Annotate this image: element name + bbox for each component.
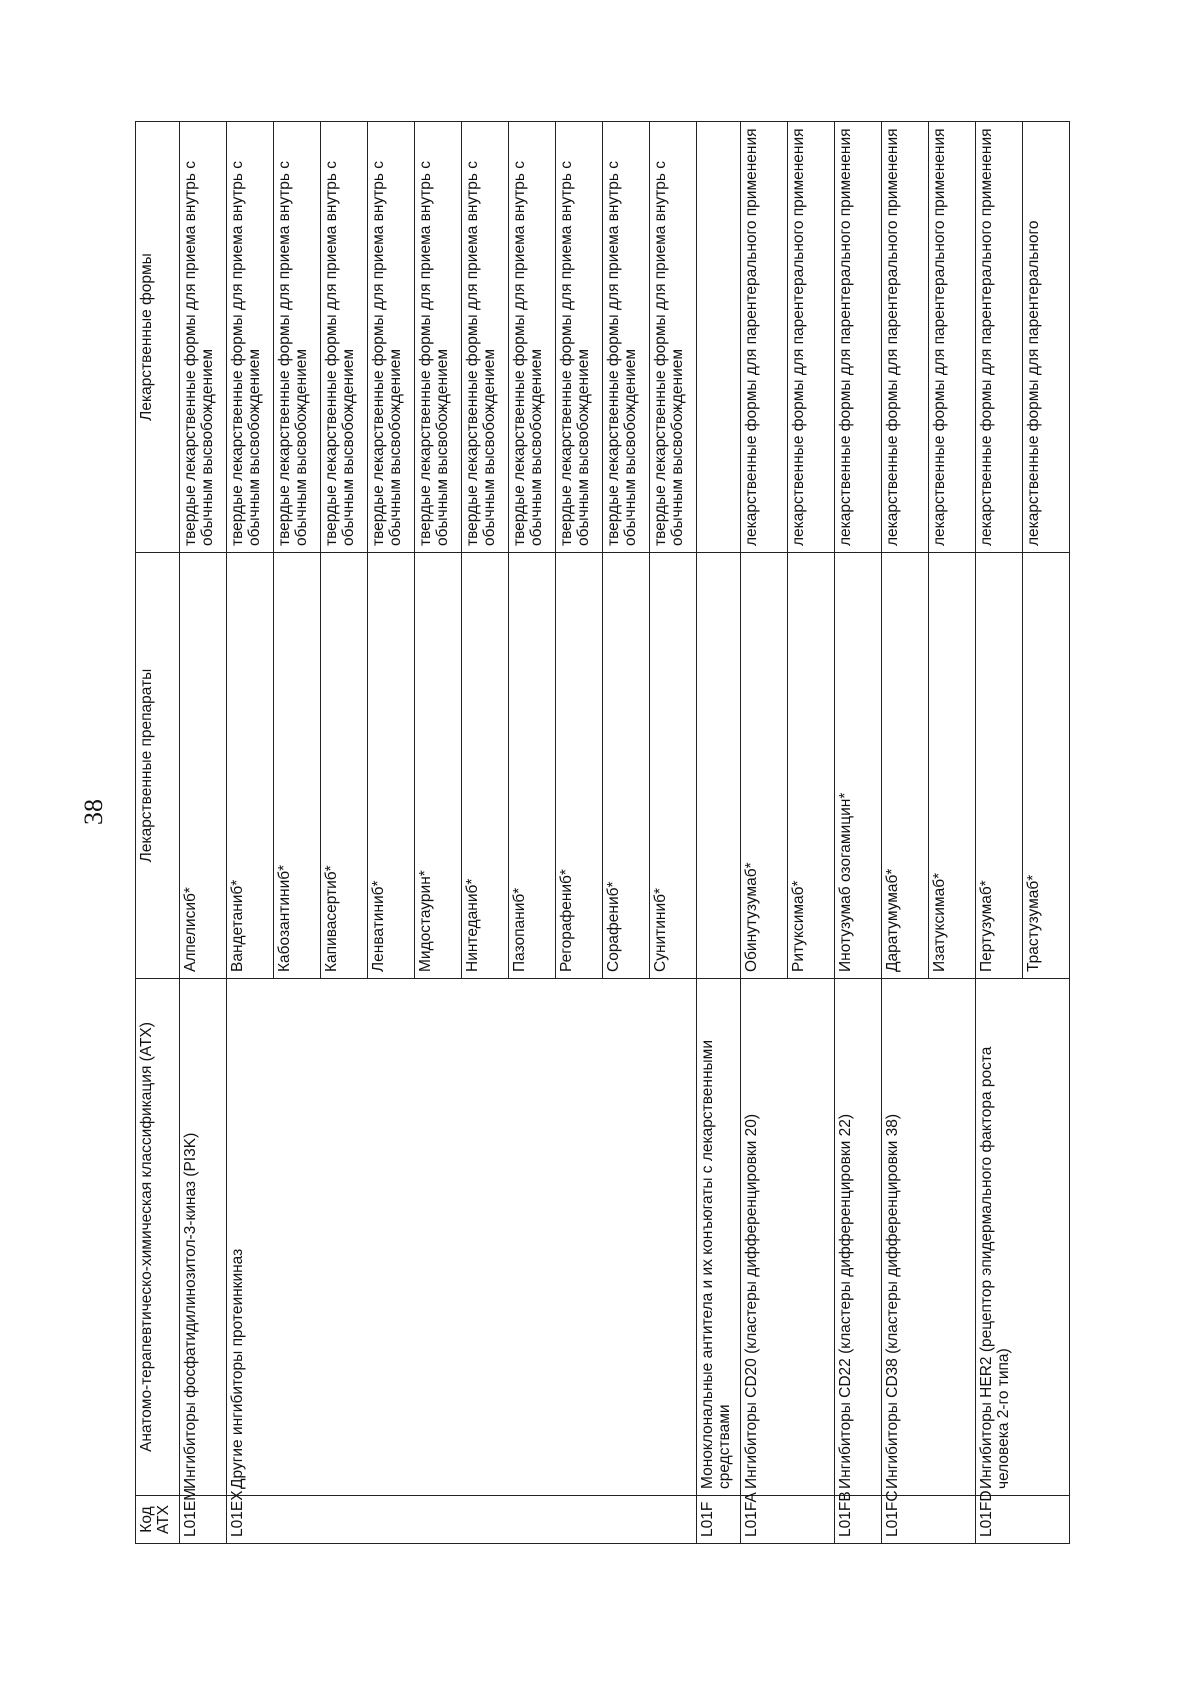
drug-name-cell: Инотузумаб озогамицин* [834,553,881,979]
dosage-form-cell: твердые лекарственные формы для приема внутрь с обычным высвобождением [650,122,697,553]
drug-name-cell: Кабозантиниб* [274,553,321,979]
atx-code-cell: L01FC [881,1496,975,1544]
table-row [881,122,928,1544]
drug-name-cell: Сунитиниб* [650,553,697,979]
dosage-form-cell: лекарственные формы для парентерального применения [740,122,787,553]
atx-code-cell: L01EM [180,1496,227,1544]
atx-classification-cell: Ингибиторы фосфатидилинозитол-3-киназ (PI3K) [180,979,227,1496]
page-number: 38 [79,799,108,825]
rotated-table-wrapper [135,122,1070,1544]
table-row [227,122,274,1544]
drug-name-cell: Сорафениб* [603,553,650,979]
atx-table [135,121,1070,1544]
drug-name-cell: Мидостаурин* [415,553,462,979]
table-row [975,122,1022,1544]
drug-name-cell: Капивасертиб* [321,553,368,979]
table-row [834,122,881,1544]
dosage-form-cell: твердые лекарственные формы для приема внутрь с обычным высвобождением [415,122,462,553]
atx-classification-cell: Моноклональные антитела и их конъюгаты с лекарственными средствами [697,979,741,1496]
drug-name-cell: Изатуксимаб* [928,553,975,979]
drug-name-cell: Трастузумаб* [1022,553,1069,979]
dosage-form-cell: твердые лекарственные формы для приема внутрь с обычным высвобождением [227,122,274,553]
drug-name-cell: Ленватиниб* [368,553,415,979]
atx-code-cell: L01FA [740,1496,834,1544]
drug-name-cell: Регорафениб* [556,553,603,979]
dosage-form-cell: лекарственные формы для парентерального применения [787,122,834,553]
drug-name-cell: Пазопаниб* [509,553,556,979]
dosage-form-cell: лекарственные формы для парентерального применения [928,122,975,553]
drug-name-cell: Алпелисиб* [180,553,227,979]
header-drugs: Лекарственные препараты [136,553,180,979]
table-body [180,122,1070,1544]
atx-classification-cell: Ингибиторы CD20 (кластеры дифференцировки 20) [740,979,834,1496]
table-row [740,122,787,1544]
drug-name-cell: Обинутузумаб* [740,553,787,979]
drug-name-cell: Даратумумаб* [881,553,928,979]
drug-name-cell: Пертузумаб* [975,553,1022,979]
dosage-form-cell: твердые лекарственные формы для приема внутрь с обычным высвобождением [180,122,227,553]
atx-classification-cell: Ингибиторы CD22 (кластеры дифференцировки 22) [834,979,881,1496]
dosage-form-cell: твердые лекарственные формы для приема внутрь с обычным высвобождением [274,122,321,553]
atx-classification-cell: Ингибиторы CD38 (кластеры дифференцировки 38) [881,979,975,1496]
drug-name-cell [697,553,741,979]
table-row [697,122,741,1544]
table-header-row [136,122,180,1544]
dosage-form-cell: лекарственные формы для парентерального применения [834,122,881,553]
dosage-form-cell: твердые лекарственные формы для приема внутрь с обычным высвобождением [368,122,415,553]
drug-name-cell: Вандетаниб* [227,553,274,979]
dosage-form-cell: твердые лекарственные формы для приема внутрь с обычным высвобождением [321,122,368,553]
drug-name-cell: Нинтеданиб* [462,553,509,979]
atx-code-cell: L01FB [834,1496,881,1544]
dosage-form-cell: твердые лекарственные формы для приема внутрь с обычным высвобождением [509,122,556,553]
table-row [180,122,227,1544]
header-classification: Анатомо-терапевтическо-химическая классификация (АТХ) [136,979,180,1496]
dosage-form-cell: лекарственные формы для парентерального применения [881,122,928,553]
atx-code-cell: L01F [697,1496,741,1544]
header-code: Код АТХ [136,1496,180,1544]
atx-code-cell: L01EX [227,1496,697,1544]
dosage-form-cell [697,122,741,553]
drug-name-cell: Ритуксимаб* [787,553,834,979]
atx-classification-cell: Другие ингибиторы протеинкиназ [227,979,697,1496]
dosage-form-cell: твердые лекарственные формы для приема внутрь с обычным высвобождением [603,122,650,553]
atx-classification-cell: Ингибиторы HER2 (рецептор эпидермального фактора роста человека 2-го типа) [975,979,1069,1496]
dosage-form-cell: твердые лекарственные формы для приема внутрь с обычным высвобождением [556,122,603,553]
dosage-form-cell: лекарственные формы для парентерального применения [975,122,1022,553]
dosage-form-cell: твердые лекарственные формы для приема внутрь с обычным высвобождением [462,122,509,553]
atx-code-cell: L01FD [975,1496,1069,1544]
dosage-form-cell: лекарственные формы для парентерального [1022,122,1069,553]
header-forms: Лекарственные формы [136,122,180,553]
